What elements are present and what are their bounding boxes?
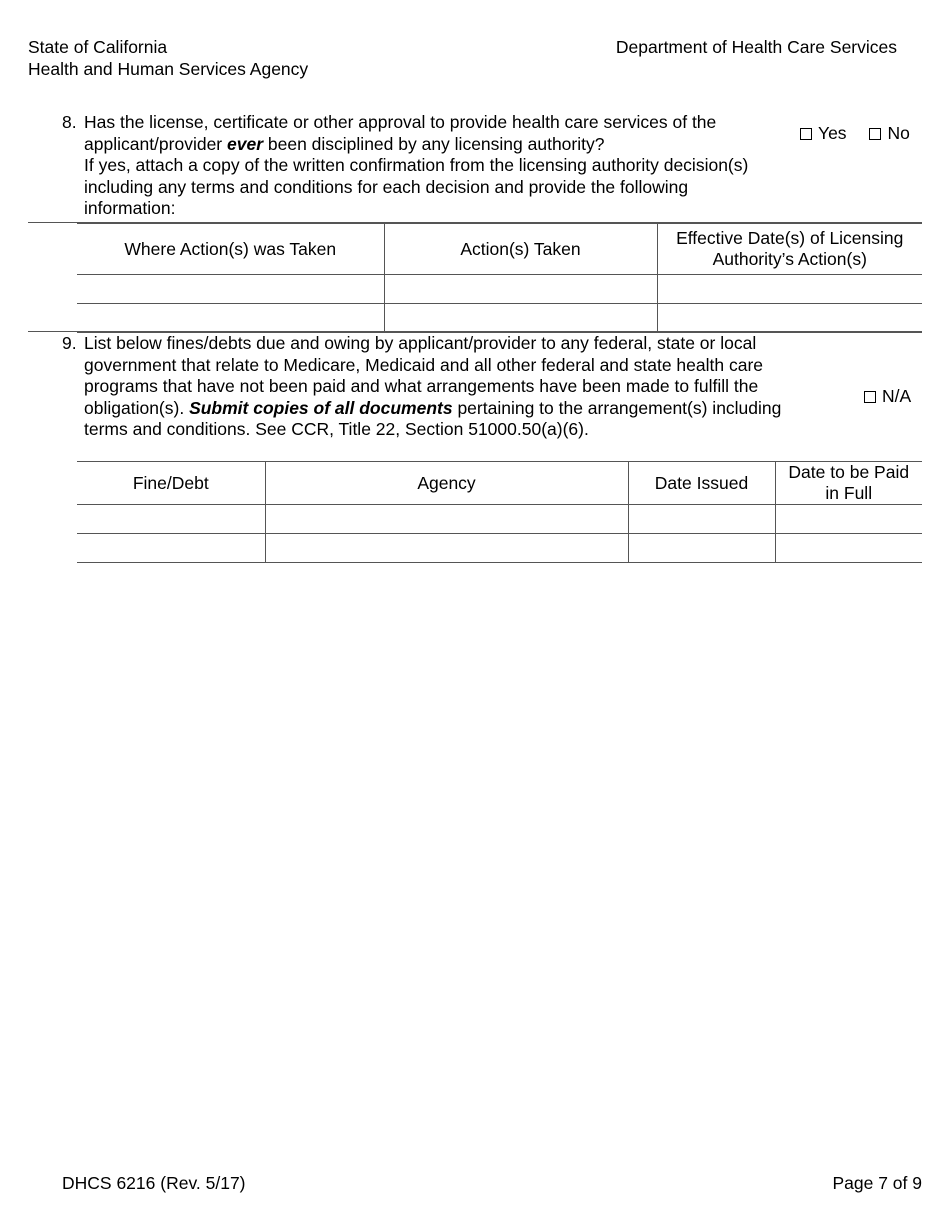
date-paid-cell[interactable] (775, 505, 922, 534)
table-row (77, 304, 922, 333)
column-header: Agency (265, 462, 628, 505)
fine-debt-cell[interactable] (77, 534, 265, 563)
column-header: Action(s) Taken (384, 224, 657, 275)
table-row (77, 275, 922, 304)
column-header: Fine/Debt (77, 462, 265, 505)
table-row (77, 505, 922, 534)
action-taken-cell[interactable] (384, 275, 657, 304)
checkbox-icon (864, 391, 876, 403)
checkbox-icon (800, 128, 812, 140)
where-action-cell[interactable] (77, 304, 384, 333)
effective-date-cell[interactable] (657, 304, 922, 333)
column-header: Date Issued (628, 462, 775, 505)
date-issued-cell[interactable] (628, 505, 775, 534)
agency-cell[interactable] (265, 505, 628, 534)
question-8 (62, 112, 782, 220)
state-label: State of California (28, 37, 168, 57)
where-action-cell[interactable] (77, 275, 384, 304)
fines-debts-table (77, 461, 922, 563)
action-taken-cell[interactable] (384, 304, 657, 333)
effective-date-cell[interactable] (657, 275, 922, 304)
question-number: 8. (62, 112, 77, 132)
question-text: Has the license, certificate or other approval to provide health care services of the applicant/provider ever been disciplined by any licensing authority? (84, 112, 717, 154)
date-paid-cell[interactable] (775, 534, 922, 563)
page-number: Page 7 of 9 (832, 1173, 922, 1193)
no-checkbox[interactable]: No (869, 123, 909, 145)
department-label: Department of Health Care Services (615, 37, 897, 57)
question-instructions: If yes, attach a copy of the written confirmation from the licensing authority decision(s) including any terms and conditions for each decision and provide the following information: (84, 155, 749, 218)
column-header: Date to be Paid in Full (775, 462, 922, 505)
form-id: DHCS 6216 (Rev. 5/17) (62, 1173, 246, 1193)
date-issued-cell[interactable] (628, 534, 775, 563)
column-header: Where Action(s) was Taken (77, 224, 384, 275)
header-left (28, 37, 308, 80)
licensing-actions-table (77, 223, 922, 333)
question-text: List below fines/debts due and owing by applicant/provider to any federal, state or local government that relate to Medicare, Medicaid and all other federal and state health care programs that have not been paid and what arrangements have been made to fulfill the obligation(s). Submit copies of all documents pertaining to the arrangement(s) including terms and conditions. See CCR, Title 22, Section 51000.50(a)(6). (84, 333, 782, 439)
column-header: Effective Date(s) of Licensing Authority’s Action(s) (657, 224, 922, 275)
table-row (77, 534, 922, 563)
checkbox-icon (869, 128, 881, 140)
divider (28, 331, 922, 332)
question-number: 9. (62, 333, 77, 353)
agency-label: Health and Human Services Agency (28, 58, 309, 79)
q9-options (864, 386, 911, 408)
question-9 (62, 333, 782, 441)
agency-cell[interactable] (265, 534, 628, 563)
q8-options (800, 123, 910, 145)
fine-debt-cell[interactable] (77, 505, 265, 534)
yes-checkbox[interactable]: Yes (800, 123, 847, 145)
na-checkbox[interactable]: N/A (864, 386, 911, 408)
